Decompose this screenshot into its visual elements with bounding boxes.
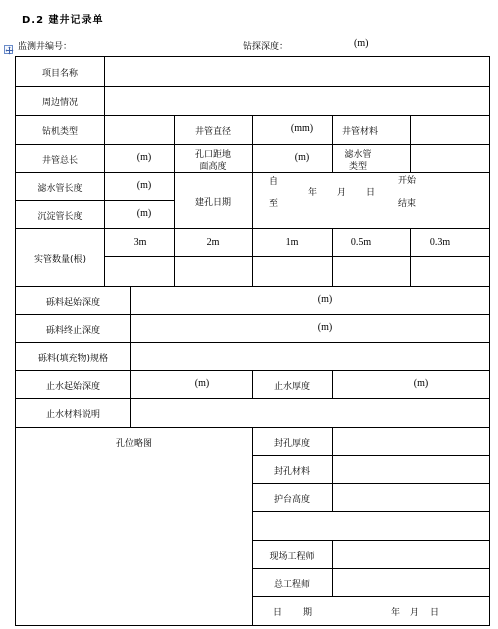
gravel-spec-label: 砾料(填充物)规格 (37, 354, 109, 364)
project-name-label: 项目名称 (41, 69, 79, 79)
rig-type-field[interactable] (106, 117, 173, 143)
filter-length-label: 滤水管长度 (37, 184, 83, 194)
seal-material-label: 止水材料说明 (45, 410, 101, 420)
seal-material-field[interactable] (132, 400, 488, 426)
well-number-label: 监测井编号： (18, 42, 73, 52)
rig-type-label: 钻机类型 (41, 127, 79, 137)
date-to-label: 至 (269, 199, 279, 209)
seal-thickness-label: 止水厚度 (273, 382, 311, 392)
size-2m-header: 2m (206, 237, 220, 248)
size-0.5m-header: 0.5m (350, 237, 372, 248)
pipe-diameter-unit: (mm) (290, 123, 314, 134)
filter-type-label-line2: 类型 (348, 162, 368, 172)
settle-length-label: 沉淀管长度 (37, 212, 83, 222)
filter-length-unit: (m) (136, 180, 152, 191)
sign-year-label: 年 (391, 608, 401, 618)
hole-map-label: 孔位略图 (115, 439, 153, 449)
pipe-length-label: 井管总长 (41, 156, 79, 166)
seal-start-label: 止水起始深度 (45, 382, 101, 392)
plug-thickness-label: 封孔厚度 (273, 439, 311, 449)
seal-start-unit: (m) (194, 378, 210, 389)
pipe-material-label: 井管材料 (341, 127, 379, 137)
filter-type-field[interactable] (412, 146, 488, 171)
gravel-spec-field[interactable] (132, 344, 488, 369)
gravel-start-label: 砾料起始深度 (45, 298, 101, 308)
platform-height-label: 护台高度 (273, 495, 311, 505)
gravel-start-unit: (m) (317, 294, 333, 305)
gravel-end-unit: (m) (317, 322, 333, 333)
date-year-label: 年 (308, 188, 318, 198)
filter-type-label-line1: 滤水管 (344, 150, 372, 160)
sign-date-label-1: 日 (273, 608, 283, 618)
pipe-length-unit: (m) (136, 152, 152, 163)
chief-engineer-label: 总工程师 (273, 580, 311, 590)
build-date-label: 建孔日期 (194, 198, 232, 208)
pipe-diameter-label: 井管直径 (194, 127, 232, 137)
project-name-field[interactable] (106, 58, 488, 85)
seal-thickness-unit: (m) (413, 378, 429, 389)
sign-day-label: 日 (430, 608, 440, 618)
plug-material-label: 封孔材料 (273, 467, 311, 477)
sign-date-label-2: 期 (303, 608, 313, 618)
site-engineer-label: 现场工程师 (269, 552, 315, 562)
settle-length-unit: (m) (136, 208, 152, 219)
hole-height-label-line1: 孔口距地 (194, 150, 232, 160)
date-day-label: 日 (366, 188, 376, 198)
actual-count-label: 实管数量(根) (33, 255, 87, 265)
date-from-label: 自 (269, 177, 279, 187)
date-end-label: 结束 (398, 199, 417, 209)
gravel-end-label: 砾料终止深度 (45, 326, 101, 336)
size-0.3m-header: 0.3m (429, 237, 451, 248)
date-month-label: 月 (337, 188, 347, 198)
size-1m-header: 1m (285, 237, 299, 248)
drilling-depth-unit: (m) (354, 38, 369, 49)
hole-height-unit: (m) (294, 152, 310, 163)
date-start-label: 开始 (398, 176, 417, 186)
surroundings-label: 周边情况 (41, 98, 79, 108)
surroundings-field[interactable] (106, 88, 488, 114)
drilling-depth-label: 钻探深度： (243, 42, 289, 52)
sign-month-label: 月 (410, 608, 420, 618)
hole-map-area[interactable] (17, 456, 251, 624)
document-title: D.2 建井记录单 (22, 15, 104, 26)
size-3m-header: 3m (133, 237, 147, 248)
hole-height-label-line2: 面高度 (199, 162, 227, 172)
pipe-material-field[interactable] (412, 117, 488, 143)
